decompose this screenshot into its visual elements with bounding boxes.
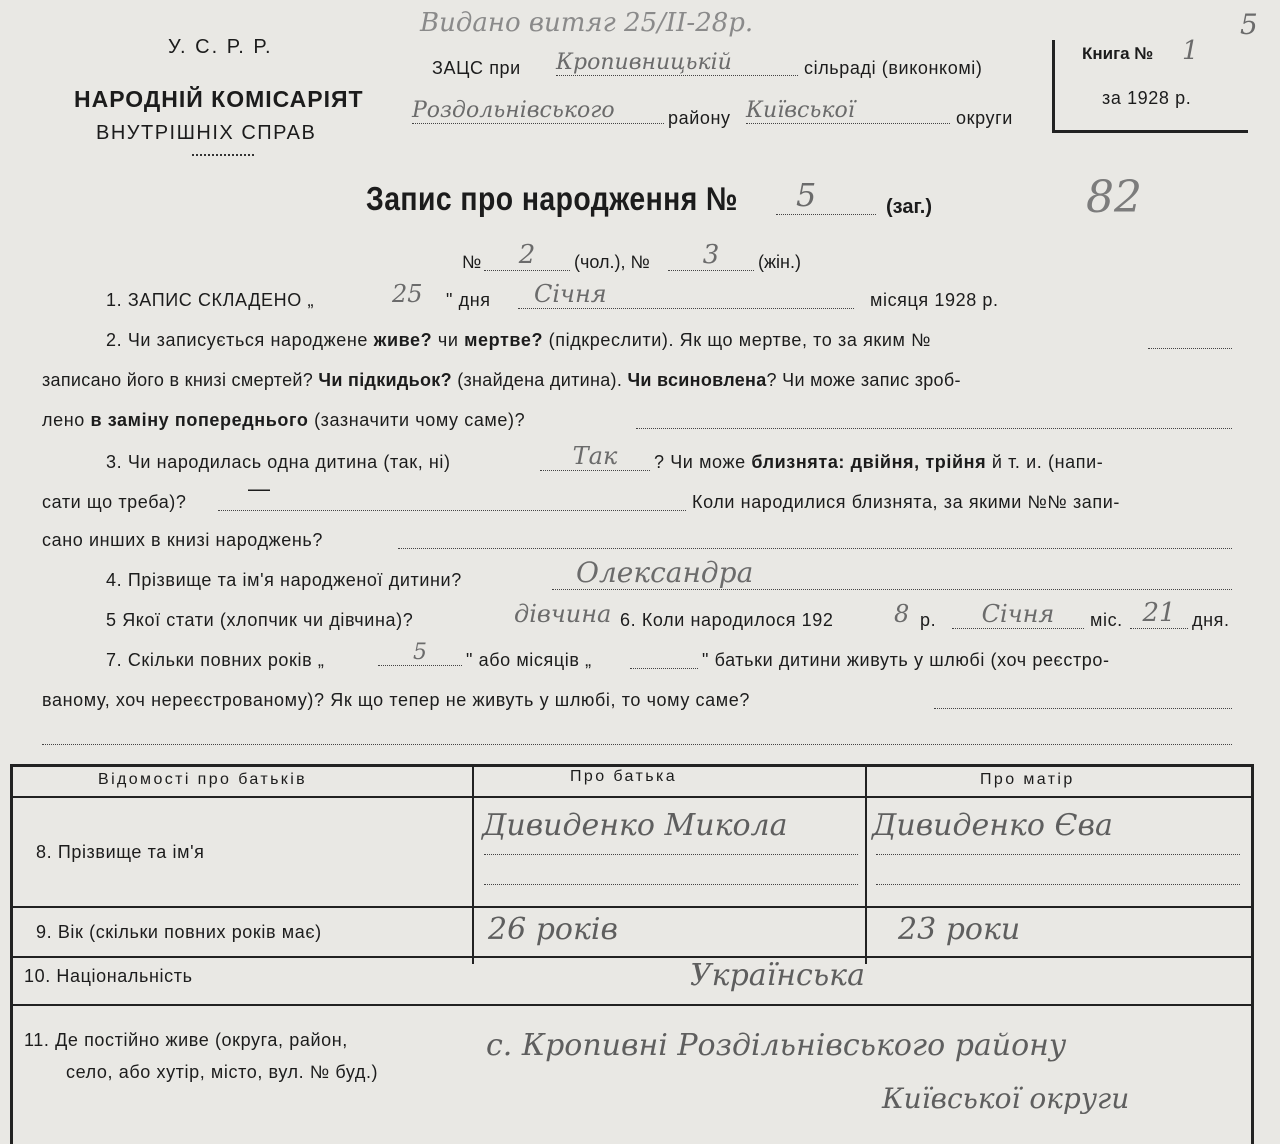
item1-month: Січня	[518, 280, 854, 309]
row10-nationality: Українська	[690, 958, 865, 993]
item3-etc: й т. и. (напи-	[991, 452, 1104, 472]
item4-question: 4. Прізвище та ім'я народженої дитини?	[106, 570, 462, 590]
zacs-label: ЗАЦС при	[432, 58, 521, 78]
item2-or: чи	[437, 330, 459, 350]
item2-specify: (зазначити чому саме)?	[314, 410, 526, 430]
item1-label: 1. ЗАПИС СКЛАДЕНО „	[106, 290, 315, 310]
row8-mother-dots2	[876, 884, 1240, 885]
col-divider-1	[472, 764, 474, 964]
book-box-bottom	[1052, 130, 1248, 133]
item2-dots	[1148, 348, 1232, 349]
row9-mother: 23 роки	[898, 912, 1021, 947]
row11-residence-l2: Київської округи	[882, 1082, 1130, 1115]
item7-months-dots	[630, 668, 698, 669]
zhin-number: 3	[668, 240, 754, 271]
raion-handwritten: Роздольнівського	[412, 98, 664, 124]
zag-label: (заг.)	[886, 196, 933, 218]
item3-q2: сати що треба)?	[42, 492, 187, 512]
silrada-label: сільраді (виконкомі)	[804, 58, 983, 78]
item5-answer: дівчина	[514, 600, 612, 628]
item2-rest: (підкреслити). Як що мертве, то за яким №	[548, 330, 932, 350]
item2-alive: живе?	[373, 330, 433, 350]
item1-month-label: місяця 1928 р.	[870, 290, 999, 310]
item6-month: Січня	[952, 600, 1084, 629]
book-label: Книга №	[1082, 44, 1154, 63]
row8-mother-dots1	[876, 854, 1240, 855]
item6-r: р.	[920, 610, 937, 630]
item1-day-label: " дня	[446, 290, 491, 310]
row9-label: 9. Вік (скільки повних років має)	[36, 922, 322, 942]
page-number: 5	[1240, 8, 1258, 41]
item3-q3: сано инших в книзі народжень?	[42, 530, 324, 550]
row8-line	[10, 906, 1254, 908]
item7-married: " батьки дитини живуть у шлюбі (хоч реєстро-	[702, 650, 1110, 670]
item6-year: 8	[894, 600, 910, 628]
item7-question: 7. Скільки повних років „	[106, 650, 325, 670]
row11-label-l2: село, або хутір, місто, вул. № буд.)	[66, 1062, 379, 1082]
item2-made: лено	[42, 410, 85, 430]
okruga-handwritten: Київської	[746, 98, 950, 124]
top-handwritten-note: Видано витяг 25/II-28р.	[420, 8, 754, 38]
book-box-left	[1052, 40, 1055, 132]
zacs-handwritten: Кропивницькій	[556, 50, 798, 76]
item7-months: " або місяців „	[466, 650, 592, 670]
row11-label-l1: 11. Де постійно живе (округа, район,	[24, 1030, 348, 1050]
item6-dnia: дня.	[1192, 610, 1230, 630]
item2-line3-dots	[636, 428, 1232, 429]
row8-father: Дивиденко Микола	[482, 808, 788, 843]
item3-maybe: ? Чи може	[654, 452, 746, 472]
row8-mother: Дивиденко Єва	[872, 808, 1113, 843]
item5-question: 5 Якої стати (хлопчик чи дівчина)?	[106, 610, 414, 630]
row8-father-dots1	[484, 854, 858, 855]
header-row-line	[10, 796, 1254, 798]
item1-day: 25	[392, 280, 423, 308]
table-left	[10, 764, 13, 1144]
row8-father-dots2	[484, 884, 858, 885]
no-label: №	[462, 252, 482, 272]
record-number: 5	[776, 176, 876, 215]
item3-q1: 3. Чи народилась одна дитина (так, ні)	[106, 452, 451, 472]
item2-replacement: в заміну попереднього	[90, 410, 309, 430]
raion-label: району	[668, 108, 731, 128]
row9-line	[10, 956, 1254, 958]
item3-twins: близнята: двійня, трійня	[751, 452, 987, 472]
item2-found-child: (знайдена дитина).	[457, 370, 623, 390]
item2-adopted: Чи всиновлена	[627, 370, 767, 390]
commissariat-label: НАРОДНІЙ КОМІСАРІЯТ	[74, 86, 364, 112]
row10-line	[10, 1004, 1254, 1006]
parents-table	[10, 764, 1254, 1144]
item7-line2: ваному, хоч нереєстрованому)? Як що тепер не живуть у шлюбі, то чому саме?	[42, 690, 750, 710]
internal-affairs-label: ВНУТРІШНІХ СПРАВ	[96, 122, 317, 144]
okruga-label: округи	[956, 108, 1013, 128]
chol-number: 2	[484, 240, 570, 271]
table-top	[10, 764, 1254, 767]
record-title: Запис про народження №	[366, 180, 739, 217]
item2-dead: мертве?	[464, 330, 544, 350]
item3-when-twins: Коли народилися близнята, за якими №№ запи-	[692, 492, 1121, 512]
item6-mis: міс.	[1090, 610, 1123, 630]
item2-line3	[42, 410, 525, 431]
item3-answer: Так	[540, 442, 650, 471]
chol-label: (чол.), №	[574, 252, 650, 272]
table-right	[1251, 764, 1254, 1144]
row11-residence-l1: с. Кропивні Роздільнівського району	[486, 1028, 1067, 1063]
header-father: Про батька	[570, 768, 677, 785]
ussr-label: У. С. Р. Р.	[168, 36, 273, 58]
item2-question: 2. Чи записується народжене	[106, 330, 368, 350]
header-parents-info: Відомості про батьків	[98, 771, 308, 788]
row9-father: 26 років	[488, 912, 618, 947]
header-divider	[192, 154, 254, 156]
item7-years: 5	[378, 640, 462, 666]
item3-twins-dots	[218, 510, 686, 511]
item2-record: ? Чи може запис зроб-	[766, 370, 961, 390]
item6-day: 21	[1130, 598, 1188, 629]
item3-dash: —	[248, 476, 270, 501]
item2-line1	[106, 330, 931, 351]
item7-line2-dots	[934, 708, 1232, 709]
side-number: 82	[1086, 172, 1142, 223]
item2-deaths: записано його в книзі смертей?	[42, 370, 314, 390]
item3-line1-rest	[654, 452, 1103, 473]
item4-answer: Олександра	[552, 556, 1232, 590]
book-number: 1	[1182, 36, 1199, 66]
row8-label: 8. Прізвище та ім'я	[36, 842, 205, 862]
row10-label: 10. Національність	[24, 966, 193, 986]
item3-line3-dots	[398, 548, 1232, 549]
item6-question: 6. Коли народилося 192	[620, 610, 834, 630]
item2-line2	[42, 370, 961, 391]
book-year: за 1928 р.	[1102, 88, 1192, 108]
col-divider-2	[865, 764, 867, 964]
item7-line3-dots	[42, 744, 1232, 745]
item2-foundling: Чи підкидьок?	[318, 370, 452, 390]
zhin-label: (жін.)	[758, 252, 801, 272]
header-mother: Про матір	[980, 771, 1075, 788]
